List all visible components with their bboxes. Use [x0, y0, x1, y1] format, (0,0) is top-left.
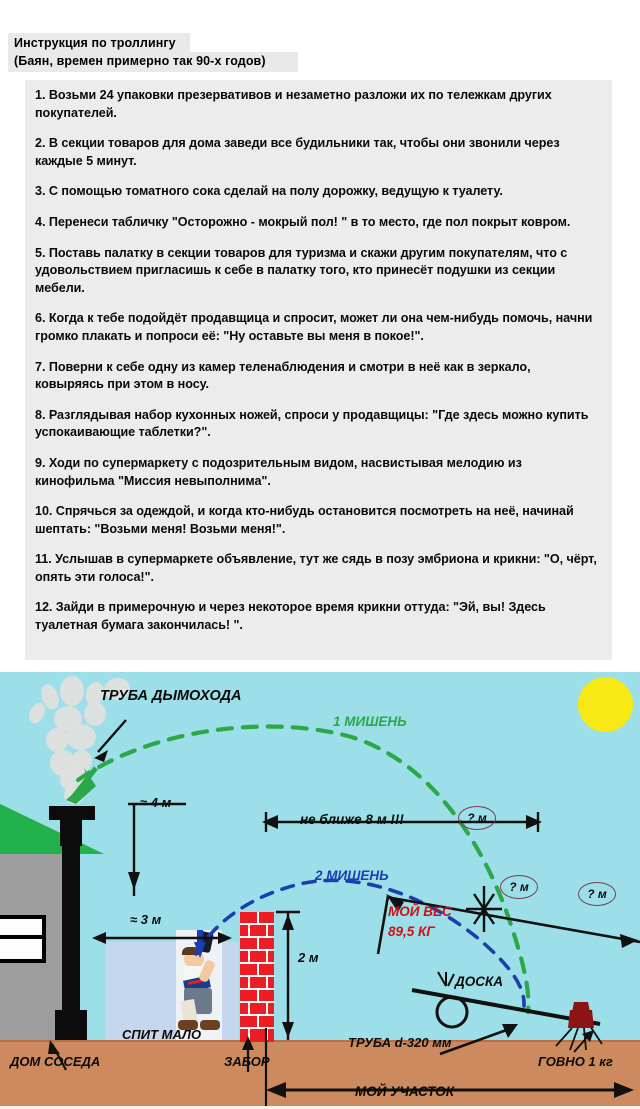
dim-3m-arrow-right	[218, 932, 232, 944]
dim-2m-arrow-down	[282, 1022, 294, 1038]
unknown-distance-badge-1: ? м	[458, 806, 496, 830]
fence-pointer-arrowhead	[242, 1036, 254, 1050]
label-sleeps-little: СПИТ МАЛО	[122, 1027, 202, 1042]
label-neighbour-house: ДОМ СОСЕДА	[10, 1054, 101, 1069]
force-line-left	[378, 896, 388, 954]
instruction-list	[25, 80, 612, 660]
trajectory-green	[78, 726, 528, 1012]
label-my-weight-line2: 89,5 КГ	[388, 924, 435, 939]
house-pointer-arrowhead	[48, 1040, 60, 1054]
list-item: 2. В секции товаров для дома заведи все будильники так, чтобы они звонили через каждые 5 минут.	[35, 136, 560, 168]
dim-plot-arrow-left	[266, 1082, 286, 1098]
label-chimney: ТРУБА ДЫМОХОДА	[100, 688, 242, 704]
dim-8m-arrow-left	[262, 815, 278, 829]
label-target-2: 2 МИШЕНЬ	[315, 868, 389, 883]
label-height-4m: ≈ 4 м	[140, 795, 172, 810]
list-item: 8. Разглядывая набор кухонных ножей, спроси у продавщицы: "Где здесь можно купить успокаивающие таблетки?".	[35, 407, 589, 440]
pipe-cross-section	[437, 997, 467, 1027]
label-payload: ГОВНО 1 кг	[538, 1054, 613, 1069]
unknown-distance-badge-2: ? м	[500, 875, 538, 899]
document-title-line-1: Инструкция по троллингу	[14, 36, 176, 50]
board-marker	[438, 972, 454, 986]
list-item: 6. Когда к тебе подойдёт продавщица и спросит, может ли она чем-нибудь помочь, начни громко плакать и попроси её: "Ну оставьте вы меня в покое!".	[35, 311, 593, 343]
list-item: 12. Зайди в примерочную и через некоторое время крикни оттуда: "Эй, вы! Здесь туалетная бумага закончилась! ".	[35, 600, 546, 633]
label-target-1: 1 МИШЕНЬ	[333, 714, 407, 729]
label-board: ДОСКА	[455, 974, 504, 989]
payload-blob-top	[572, 1002, 590, 1012]
list-item: 4. Перенеси табличку "Осторожно - мокрый пол! " в то место, где пол покрыт ковром.	[35, 214, 571, 229]
label-min-distance: не ближе 8 м !!!	[300, 812, 404, 827]
list-item: 1. Возьми 24 упаковки презервативов и незаметно разложи их по тележкам других покупателей.	[35, 88, 552, 120]
chimney-label-arrow	[98, 720, 126, 752]
document-title-line-2: (Баян, времен примерно так 90-х годов)	[14, 54, 266, 68]
payload-blob	[568, 1010, 594, 1028]
list-item: 3. С помощью томатного сока сделай на полу дорожку, ведущую к туалету.	[35, 184, 503, 199]
list-item: 5. Поставь палатку в секции товаров для туризма и скажи другим покупателям, что с удовольствием пригласишь к себе в палатку того, кто принесёт подушки из секции мебели.	[35, 245, 568, 295]
label-fence: ЗАБОР	[224, 1054, 270, 1069]
dim-plot-arrow-right	[614, 1082, 634, 1098]
ballistic-diagram	[0, 672, 640, 1109]
label-my-weight-line1: МОЙ ВЕС	[388, 904, 452, 919]
dim-3m-arrow-left	[92, 932, 106, 944]
force-arrow-right	[620, 934, 638, 948]
diagram-vector-overlay	[0, 672, 640, 1109]
unknown-distance-badge-3: ? м	[578, 882, 616, 906]
list-item: 11. Услышав в супермаркете объявление, тут же сядь в позу эмбриона и крикни: "О, чёрт, опять эти голоса!".	[35, 552, 597, 584]
chimney-label-arrowhead	[94, 750, 108, 762]
list-item: 9. Ходи по супермаркету с подозрительным видом, насвистывая мелодию из кинофильма "Миссия невыполнима".	[35, 455, 522, 488]
list-item: 10. Спрячься за одеждой, и когда кто-нибудь остановится посмотреть на неё, начинай шептать: "Возьми меня! Возьми меня!".	[35, 504, 574, 536]
impact-star	[466, 886, 502, 932]
label-height-2m: 2 м	[298, 950, 319, 965]
label-pipe-diameter: ТРУБА d-320 мм	[348, 1035, 452, 1050]
label-my-plot: МОЙ УЧАСТОК	[355, 1084, 455, 1099]
dim-8m-arrow-right	[526, 815, 542, 829]
label-distance-3m: ≈ 3 м	[130, 912, 162, 927]
dim-2m-arrow-up	[282, 914, 294, 930]
list-item: 7. Поверни к себе одну из камер теленаблюдения и смотри в неё как в зеркало, ковыряясь при этом в носу.	[35, 359, 531, 392]
dim-4m-arrowhead	[128, 872, 140, 890]
